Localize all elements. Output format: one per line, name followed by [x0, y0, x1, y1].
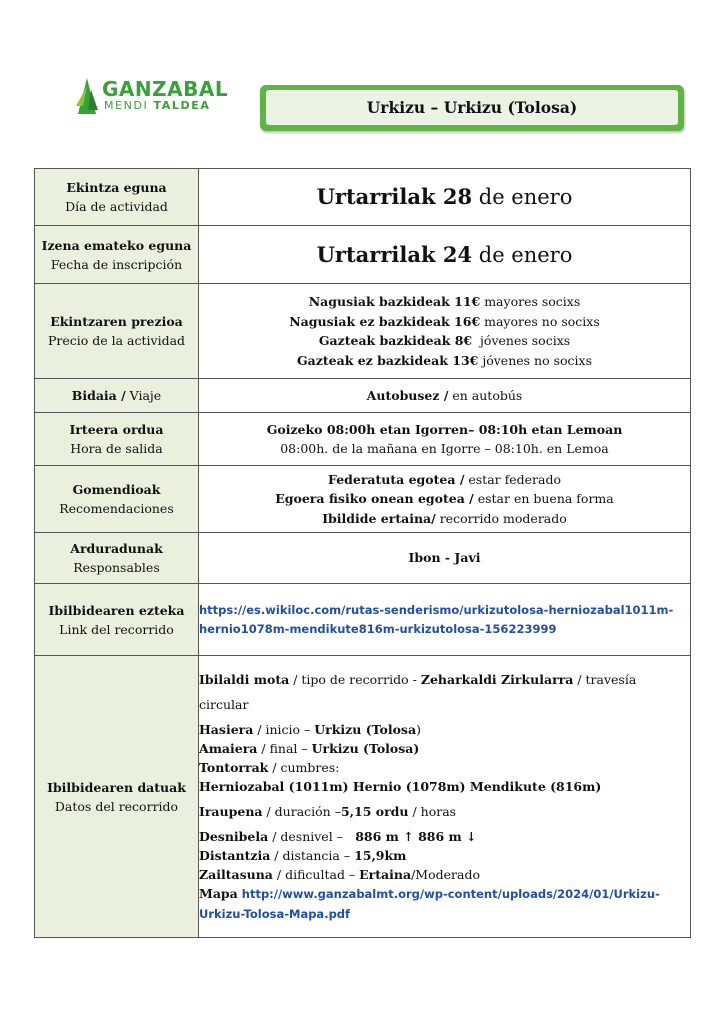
responsible-value: Ibon - Javi [199, 533, 691, 584]
date-label: Ekintza eguna Día de actividad [35, 169, 199, 226]
table-row [35, 169, 691, 226]
wikiloc-link[interactable]: https://es.wikiloc.com/rutas-senderismo/urkizutolosa-herniozabal1011m- hernio1078m-mendikute816m-urkizutolosa-156223999 [199, 602, 674, 636]
price-label: Ekintzaren prezioa Precio de la actividad [35, 284, 199, 379]
responsible-label: Arduradunak Responsables [35, 533, 199, 584]
table-row [35, 656, 691, 938]
table-row [35, 533, 691, 584]
date-value: Urtarrilak 28 de enero [199, 169, 691, 226]
logo-subtitle: MENDI TALDEA [104, 99, 211, 112]
route-data-label: Ibilbidearen datuak Datos del recorrido [35, 656, 199, 938]
table-row [35, 226, 691, 284]
table-row [35, 413, 691, 466]
travel-value: Autobusez / en autobús [199, 379, 691, 413]
table-row [35, 379, 691, 413]
recommendations-value: Federatuta egotea / estar federado Egoera fisiko onean egotea / estar en buena forma Ibildide ertaina/ recorrido moderado [199, 466, 691, 533]
registration-value: Urtarrilak 24 de enero [199, 226, 691, 284]
table-row [35, 466, 691, 533]
table-row [35, 584, 691, 656]
logo [74, 74, 229, 118]
activity-table [34, 168, 691, 938]
logo-name: GANZABAL [102, 77, 229, 101]
mountain-logo-icon [74, 76, 100, 114]
route-link-cell [199, 584, 691, 656]
registration-label: Izena emateko eguna Fecha de inscripción [35, 226, 199, 284]
route-data-value: Ibilaldi mota / tipo de recorrido - Zeharkaldi Zirkularra / travesía circular Hasiera / inicio – Urkizu (Tolosa) Amaiera / final – Urkizu (Tolosa) Tontorrak / cumbres: Herniozabal (1011m) Hernio (1078m) Mendikute (816m) Iraupena / duración –5,15 ordu / horas Desnibela / desnivel – 886 m ↑ 886 m ↓ Distantzia / distancia – 15,9km Zailtasuna / dificultad – Ertaina/Moderado Mapa http://www.ganzabalmt.org/wp-content/uploads/2024/01/Urkizu- Urkizu-Tolosa-Mapa.pdf [199, 656, 691, 938]
departure-value: Goizeko 08:00h etan Igorren– 08:10h etan Lemoan 08:00h. de la mañana en Igorre – 08:10h. en Lemoa [199, 413, 691, 466]
map-link[interactable]: http://www.ganzabalmt.org/wp-content/uploads/2024/01/Urkizu- [241, 887, 660, 901]
travel-label: Bidaia / Viaje [35, 379, 199, 413]
title-box [260, 85, 684, 131]
route-link-label: Ibilbidearen ezteka Link del recorrido [35, 584, 199, 656]
price-value: Nagusiak bazkideak 11€ mayores socixs Nagusiak ez bazkideak 16€ mayores no socixs Gazteak bazkideak 8€ jóvenes socixs Gazteak ez bazkideak 13€ jóvenes no socixs [199, 284, 691, 379]
page-title: Urkizu – Urkizu (Tolosa) [266, 90, 678, 125]
departure-label: Irteera ordua Hora de salida [35, 413, 199, 466]
map-link-continued[interactable]: Urkizu-Tolosa-Mapa.pdf [199, 907, 351, 921]
recommendations-label: Gomendioak Recomendaciones [35, 466, 199, 533]
table-row [35, 284, 691, 379]
